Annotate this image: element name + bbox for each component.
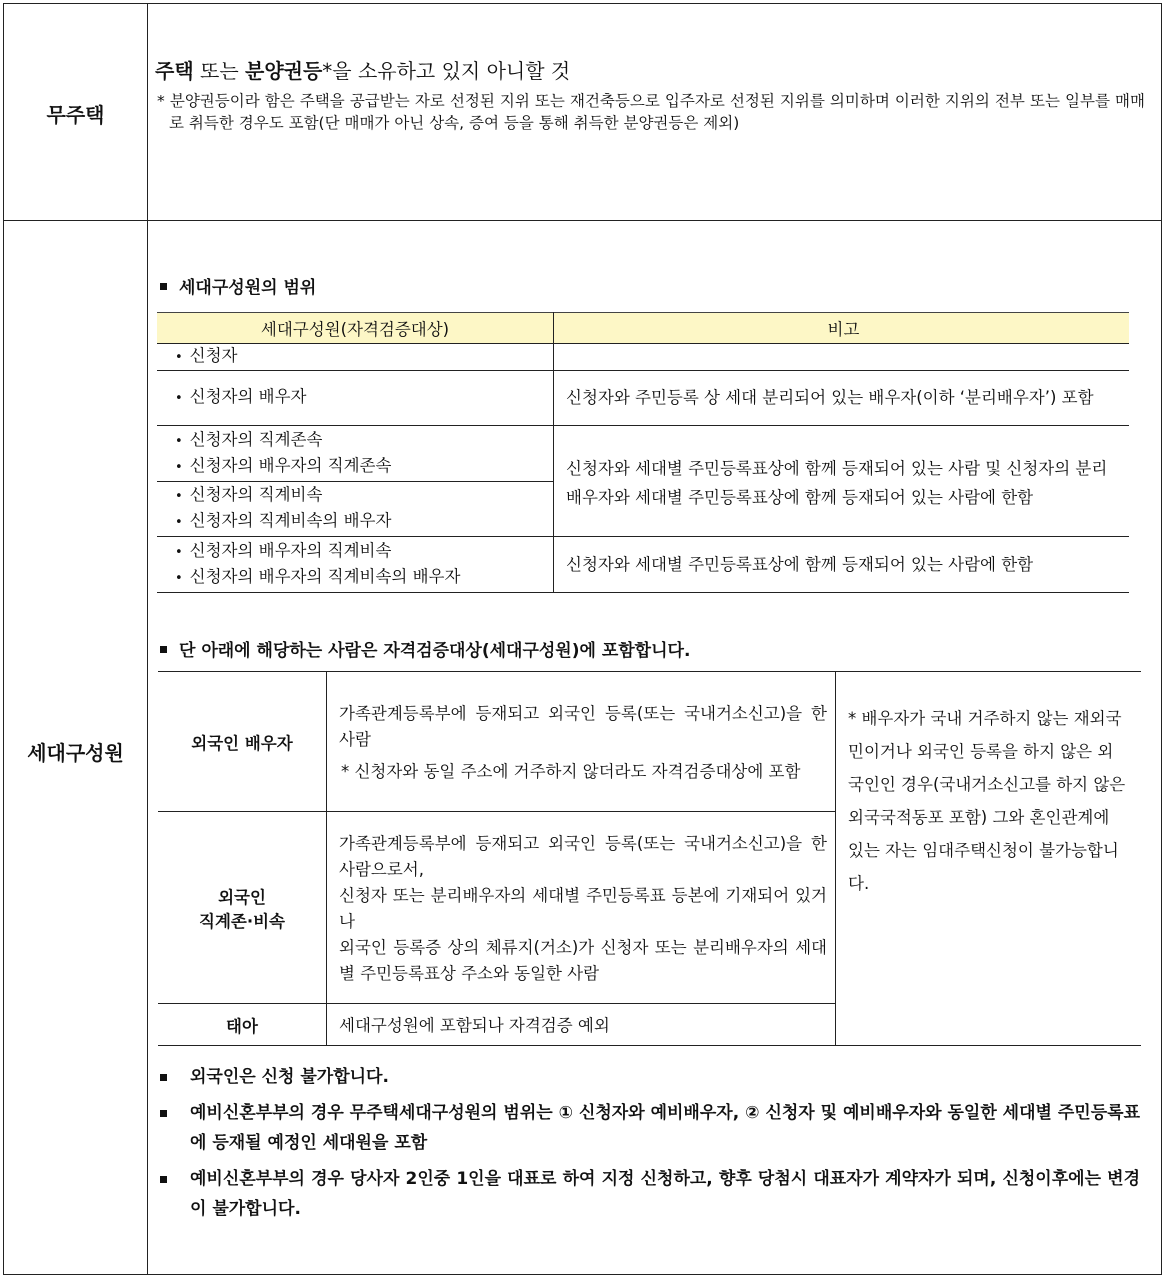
- member-item: • 신청자의 배우자: [175, 385, 553, 411]
- row-divider: [4, 220, 1161, 221]
- list-item: 예비신혼부부의 경우 무주택세대구성원의 범위는 ① 신청자와 예비배우자, ② 신청자 및 예비배우자와 동일한 세대별 주민등록표에 등재될 예정인 세대원을 포함: [160, 1098, 1140, 1158]
- no-house-section: [155, 55, 1145, 134]
- header-note: 비고: [554, 313, 1130, 344]
- table-row: [157, 426, 1129, 482]
- heading-presale-rights: 분양권등: [245, 59, 323, 83]
- list-item: 예비신혼부부의 경우 당사자 2인중 1인을 대표로 하여 지정 신청하고, 향후 당첨시 대표자가 계약자가 되며, 신청이후에는 변경이 불가합니다.: [160, 1164, 1140, 1224]
- table-row: [157, 344, 1129, 371]
- foreign-spouse-cell: [327, 672, 836, 812]
- foreign-members-table: [158, 671, 1141, 1046]
- member-item: • 신청자: [175, 344, 553, 370]
- member-item: • 신청자의 배우자의 직계비속의 배우자: [175, 565, 553, 591]
- household-scope-table: [157, 312, 1129, 593]
- heading-or: 또는: [193, 59, 245, 83]
- presale-rights-note: * 분양권등이라 함은 주택을 공급받는 자로 선정된 지위 또는 재건축등으로 입주자로 선정된 지위를 의미하며 이러한 지위의 전부 또는 일부를 매매로 취득한 경우도 포함(단 매매가 아닌 상속, 증여 등을 통해 취득한 분양권등은 제외): [157, 92, 1145, 132]
- include-title: 단 아래에 해당하는 사람은 자격검증대상(세대구성원)에 포함합니다.: [160, 636, 690, 661]
- bottom-notes: [160, 1062, 1140, 1230]
- heading-rest: *을 소유하고 있지 아니할 것: [322, 59, 571, 83]
- row-note: 신청자와 주민등록 상 세대 분리되어 있는 배우자(이하 ‘분리배우자’) 포함: [554, 371, 1130, 426]
- foreign-spouse-label: 외국인 배우자: [158, 672, 327, 812]
- heading-house: 주택: [155, 59, 194, 83]
- member-item: • 신청자의 직계비속의 배우자: [175, 509, 553, 535]
- foreign-spouse-text: 가족관계등록부에 등재되고 외국인 등록(또는 국내거소신고)을 한 사람: [339, 703, 827, 749]
- column-divider: [147, 4, 148, 1274]
- square-bullet-icon: [160, 283, 167, 290]
- header-members: 세대구성원(자격검증대상): [157, 313, 554, 344]
- scope-title: 세대구성원의 범위: [160, 273, 316, 298]
- foreign-lineal-text-3: 외국인 등록증 상의 체류지(거소)가 신청자 또는 분리배우자의 세대별 주민등록표상 주소와 동일한 사람: [339, 937, 827, 983]
- square-bullet-icon: [160, 1176, 167, 1183]
- fetus-label: 태아: [158, 1004, 327, 1046]
- fetus-text: 세대구성원에 포함되나 자격검증 예외: [327, 1004, 836, 1046]
- square-bullet-icon: [160, 1110, 167, 1117]
- row-note: [554, 344, 1130, 371]
- row-note: 신청자와 세대별 주민등록표상에 함께 등재되어 있는 사람 및 신청자의 분리배우자와 세대별 주민등록표상에 함께 등재되어 있는 사람에 한함: [554, 426, 1130, 537]
- foreign-lineal-text-2: 신청자 또는 분리배우자의 세대별 주민등록표 등본에 기재되어 있거나: [339, 885, 827, 931]
- member-item: • 신청자의 배우자의 직계존속: [175, 454, 553, 480]
- square-bullet-icon: [160, 1074, 167, 1081]
- row-note: 신청자와 세대별 주민등록표상에 함께 등재되어 있는 사람에 한함: [554, 537, 1130, 593]
- member-item: • 신청자의 직계비속: [175, 483, 553, 509]
- foreign-lineal-text-1: 가족관계등록부에 등재되고 외국인 등록(또는 국내거소신고)을 한 사람으로서,: [339, 833, 827, 879]
- foreign-lineal-cell: [327, 812, 836, 1004]
- right-note: * 배우자가 국내 거주하지 않는 재외국민이거나 외국인 등록을 하지 않은 외국인인 경우(국내거소신고를 하지 않은 외국국적동포 포함) 그와 혼인관계에 있는 자는 임대주택신청이 불가능합니다.: [836, 672, 1142, 1046]
- foreign-lineal-label: 외국인 직계존·비속: [158, 812, 327, 1004]
- row-label-household: 세대구성원: [27, 741, 124, 765]
- member-item: • 신청자의 직계존속: [175, 428, 553, 454]
- table-row: [157, 537, 1129, 593]
- row-label-no-house: 무주택: [46, 103, 105, 127]
- table-row: [157, 371, 1129, 426]
- table-header-row: [157, 313, 1129, 344]
- foreign-spouse-note: * 신청자와 동일 주소에 거주하지 않더라도 자격검증대상에 포함: [341, 761, 801, 781]
- square-bullet-icon: [160, 646, 167, 653]
- member-item: • 신청자의 배우자의 직계비속: [175, 539, 553, 565]
- table-row: [158, 672, 1141, 812]
- list-item: 외국인은 신청 불가합니다.: [160, 1062, 1140, 1092]
- no-house-heading: [155, 55, 1145, 84]
